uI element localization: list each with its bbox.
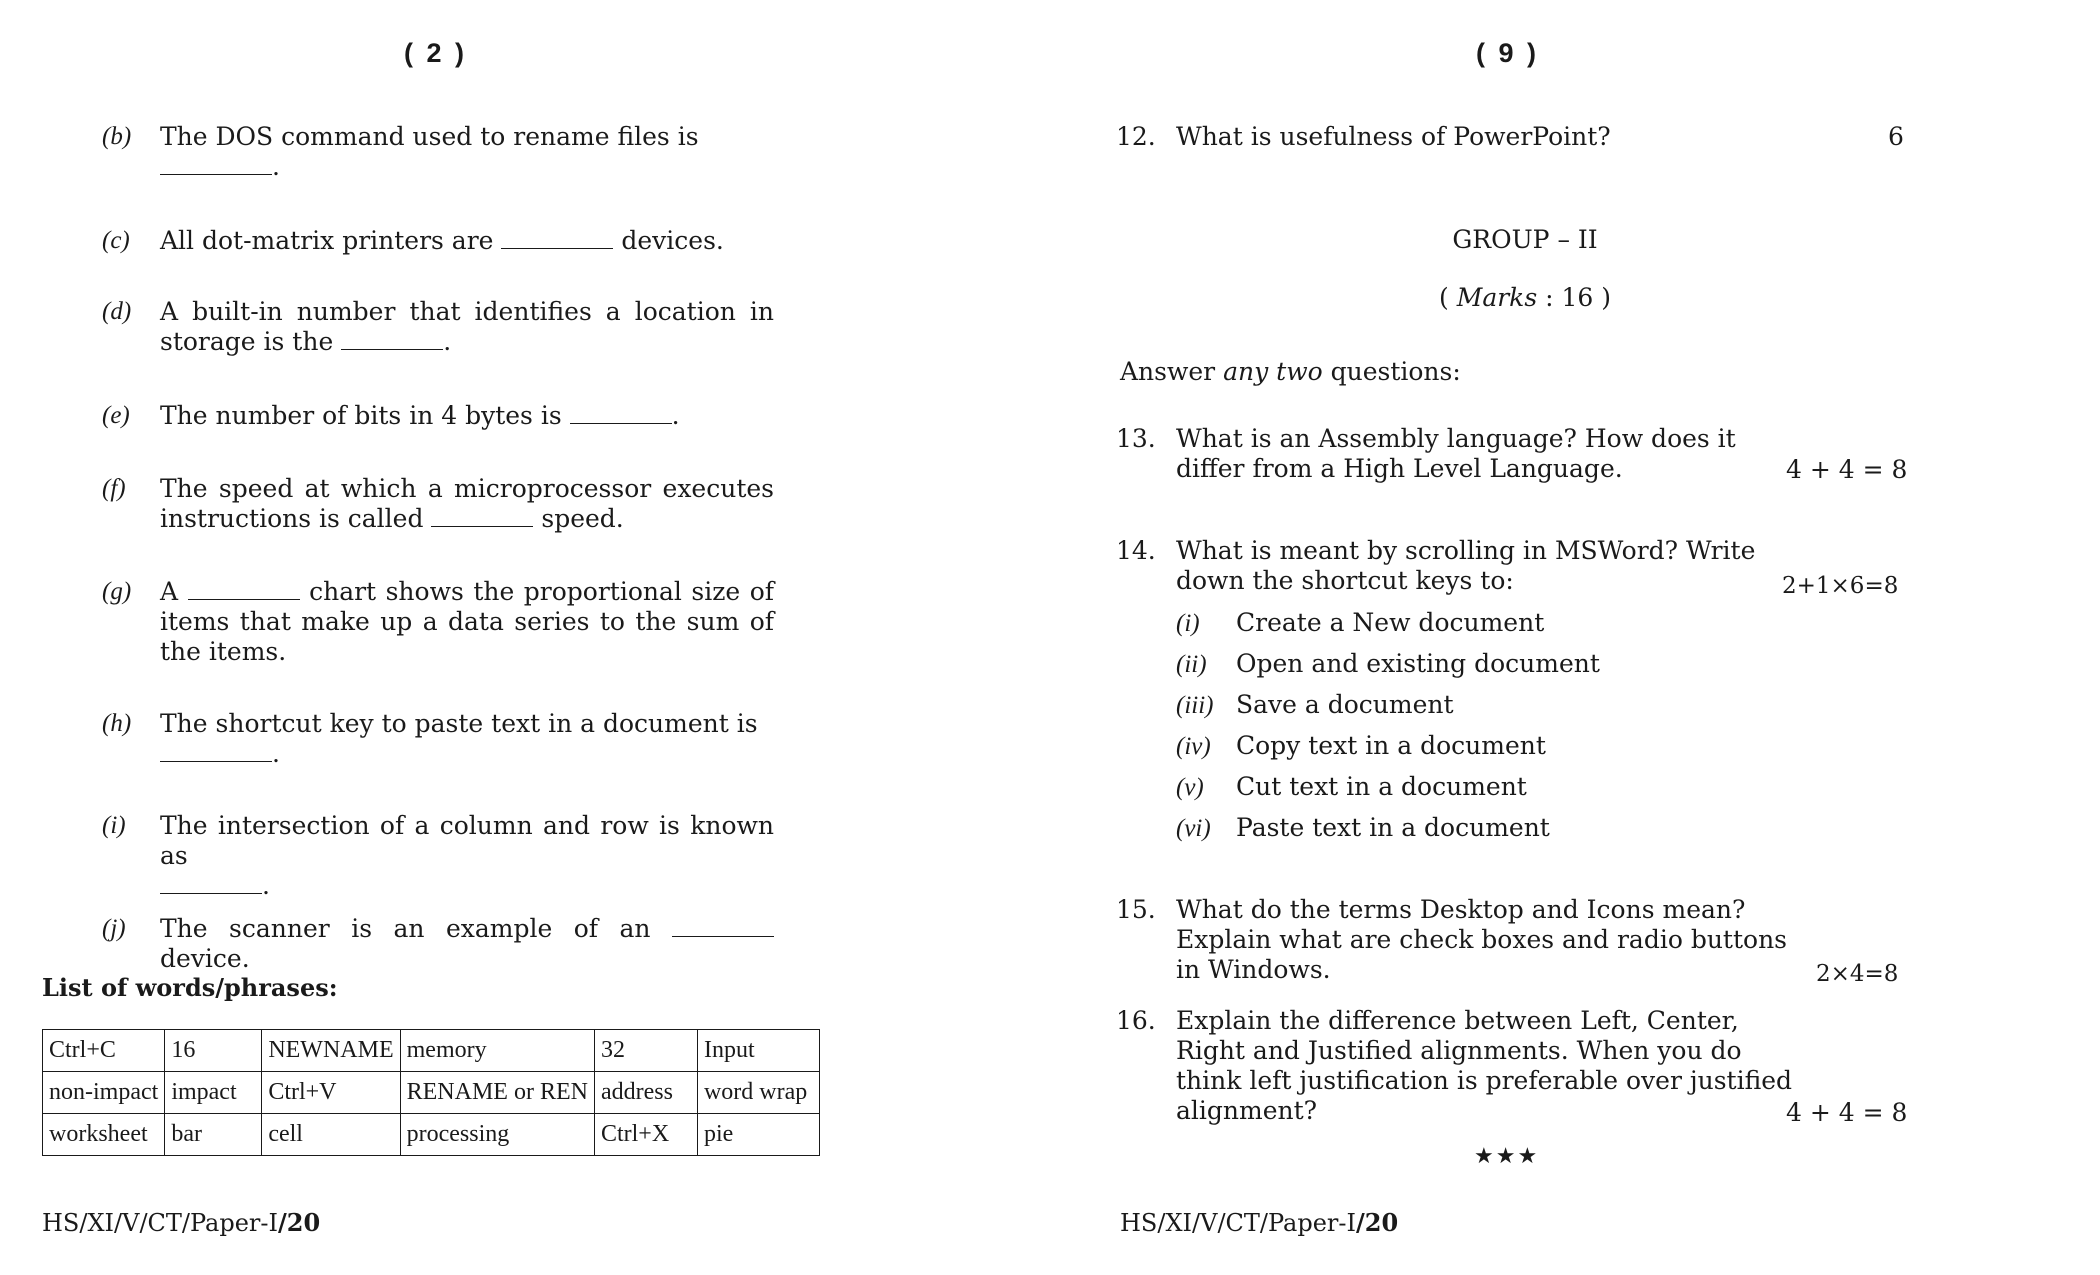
word-table [42,1029,820,1156]
answer-blank [672,914,774,937]
answer-blank [341,327,443,350]
table-cell: Ctrl+V [262,1072,400,1114]
sub-item-text: Open and existing document [1236,649,1600,678]
group-marks [1225,283,1825,312]
question-b [102,122,774,182]
question-text: A built-in number that identifies a location in storage is the [160,297,774,356]
question-15 [1116,895,1796,985]
question-d [102,297,774,357]
question-g [102,577,774,667]
sub-item-number: (vi) [1176,815,1211,842]
question-marks: 2+1×6=8 [1782,573,1899,599]
question-text: The speed at which a microprocessor executes instructions is called [160,474,774,533]
table-cell: non-impact [43,1072,165,1114]
page-footer [42,1208,320,1237]
question-text: A [160,577,179,606]
question-text: The number of bits in 4 bytes is [160,401,562,430]
question-text-after: devices. [621,226,724,255]
question-text-after: chart shows the proportional size of items that make up a data series to the sum of the items. [160,577,774,666]
table-cell: Ctrl+X [594,1114,697,1156]
table-cell: word wrap [697,1072,819,1114]
table-cell: 16 [165,1030,262,1072]
question-label: (f) [102,475,126,502]
group-title: GROUP – II [1452,225,1598,254]
sub-item-number: (v) [1176,774,1204,801]
answer-blank [570,401,672,424]
right-page [1050,0,2100,1275]
table-cell: 32 [594,1030,697,1072]
table-row [43,1114,820,1156]
table-cell: bar [165,1114,262,1156]
group-marks-value: : 16 ) [1537,283,1611,312]
table-cell: worksheet [43,1114,165,1156]
question-j [102,914,774,974]
question-text-after: . [443,327,452,356]
table-cell: address [594,1072,697,1114]
answer-blank [160,871,262,894]
sub-item [1176,608,1544,639]
question-13 [1116,424,1796,484]
sub-item-text: Save a document [1236,690,1454,719]
table-cell: RENAME or REN [400,1072,594,1114]
end-stars: ★★★ [1474,1144,1540,1169]
sub-item-number: (ii) [1176,651,1207,678]
question-12 [1116,122,1796,152]
sub-item [1176,813,1550,844]
question-text: What is meant by scrolling in MSWord? Write down the shortcut keys to: [1176,536,1756,595]
footer-number: /20 [1356,1208,1399,1237]
question-number: 15. [1116,895,1156,924]
question-h [102,709,774,769]
page-footer [1120,1208,1398,1237]
question-text: The DOS command used to rename files is [160,122,699,151]
sub-item [1176,649,1600,680]
footer-code: HS/XI/V/CT/Paper-I [1120,1209,1356,1237]
sub-item [1176,731,1546,762]
instruction-emphasis: any two [1223,357,1323,386]
question-text: All dot-matrix printers are [160,226,494,255]
sub-item-number: (iv) [1176,733,1211,760]
table-row [43,1030,820,1072]
page-number: ( 9 ) [1476,38,1540,68]
question-marks: 2×4=8 [1816,961,1899,987]
group-marks-open: ( [1439,283,1457,312]
question-number: 12. [1116,122,1156,151]
question-label: (e) [102,402,130,429]
sub-item-number: (i) [1176,610,1200,637]
sub-item-text: Paste text in a document [1236,813,1550,842]
instruction [1120,357,1461,386]
table-cell: Ctrl+C [43,1030,165,1072]
table-cell: processing [400,1114,594,1156]
question-text: What is an Assembly language? How does it differ from a High Level Language. [1176,424,1736,483]
question-text: What do the terms Desktop and Icons mean? Explain what are check boxes and radio buttons in Windows. [1176,895,1787,984]
question-text-after: . [262,871,270,900]
instruction-text: Answer [1120,357,1224,386]
question-marks: 4 + 4 = 8 [1786,455,1908,484]
table-cell: NEWNAME [262,1030,400,1072]
sub-item-text: Create a New document [1236,608,1545,637]
footer-number: /20 [278,1208,321,1237]
question-text: The scanner is an example of an [160,914,651,943]
question-f [102,474,774,534]
question-text-after: . [671,401,680,430]
question-14 [1116,536,1796,596]
question-marks: 6 [1888,122,1904,151]
question-text-after: device. [160,944,250,973]
table-cell: pie [697,1114,819,1156]
question-text-after: speed. [541,504,624,533]
question-marks: 4 + 4 = 8 [1786,1098,1908,1127]
question-number: 13. [1116,424,1156,453]
question-label: (b) [102,123,132,150]
question-label: (j) [102,915,126,942]
instruction-text-end: questions: [1322,357,1461,386]
answer-blank [160,739,272,762]
question-e [102,401,774,431]
question-label: (d) [102,298,132,325]
question-number: 14. [1116,536,1156,565]
sub-item-number: (iii) [1176,692,1214,719]
question-number: 16. [1116,1006,1156,1035]
table-cell: cell [262,1114,400,1156]
question-label: (i) [102,812,126,839]
table-cell: impact [165,1072,262,1114]
list-heading: List of words/phrases: [42,973,338,1002]
question-text-after: . [272,152,280,181]
sub-item [1176,690,1454,721]
question-text: What is usefulness of PowerPoint? [1176,122,1611,151]
footer-code: HS/XI/V/CT/Paper-I [42,1209,278,1237]
table-cell: memory [400,1030,594,1072]
page-number: ( 2 ) [404,38,468,68]
question-c [102,226,774,256]
question-text: The intersection of a column and row is known as [160,811,774,870]
question-text: Explain the difference between Left, Center, Right and Justified alignments. When you do think left justification is preferable over justified alignment? [1176,1006,1793,1125]
table-row [43,1072,820,1114]
sub-item-text: Cut text in a document [1236,772,1527,801]
question-label: (h) [102,710,132,737]
answer-blank [160,152,272,175]
sub-item-text: Copy text in a document [1236,731,1546,760]
question-label: (g) [102,578,132,605]
group-marks-label: Marks [1456,283,1538,312]
question-16 [1116,1006,1796,1126]
question-text: The shortcut key to paste text in a document is [160,709,758,738]
sub-item [1176,772,1527,803]
question-i [102,811,774,901]
answer-blank [431,504,533,527]
table-cell: Input [697,1030,819,1072]
answer-blank [501,226,613,249]
answer-blank [188,577,300,600]
question-label: (c) [102,227,130,254]
question-text-after: . [272,739,280,768]
